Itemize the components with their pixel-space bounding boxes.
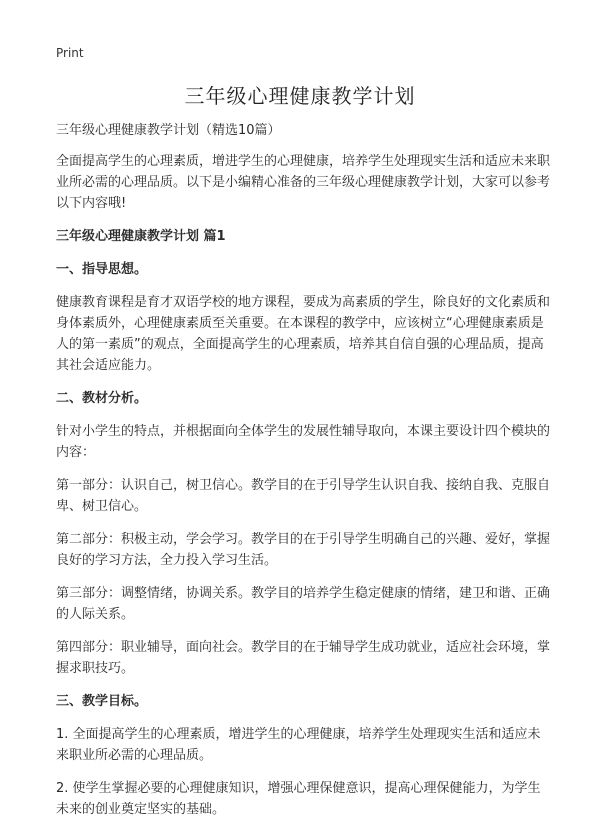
paragraph-goal-2: 2. 使学生掌握必要的心理健康知识，增强心理保健意识，提高心理保健能力，为学生未来的创业奠定坚实的基础。 — [56, 781, 541, 817]
print-link[interactable]: Print — [56, 46, 84, 60]
paragraph-textbook-analysis: 针对小学生的特点，并根据面向全体学生的发展性辅导取向，本课主要设计四个模块的内容： — [56, 424, 551, 460]
heading-textbook-analysis: 二、教材分析。 — [56, 391, 148, 406]
paragraph-guiding-thought: 健康教育课程是育才双语学校的地方课程，要成为高素质的学生，除良好的文化素质和身体素质外，心理健康素质至关重要。在本课程的教学中，应该树立“心理健康素质是人的第一素质”的观点，全面提高学生的心理素质，培养其自信自强的心理品质，提高其社会适应能力。 — [56, 295, 551, 373]
intro-paragraph: 全面提高学生的心理素质，增进学生的心理健康，培养学生处理现实生活和适应未来职业所必需的心理品质。以下是小编精心准备的三年级心理健康教学计划，大家可以参考以下内容哦! — [56, 154, 551, 211]
paragraph-part-3: 第三部分：调整情绪，协调关系。教学目的培养学生稳定健康的情绪，建卫和谐、正确的人际关系。 — [56, 586, 551, 622]
heading-guiding-thought: 一、指导思想。 — [56, 262, 148, 277]
document-body — [56, 120, 552, 832]
paragraph-part-2: 第二部分：积极主动，学会学习。教学目的在于引导学生明确自己的兴趣、爱好，掌握良好的学习方法，全力投入学习生活。 — [56, 532, 551, 568]
document-subtitle: 三年级心理健康教学计划（精选10篇） — [56, 123, 281, 138]
paragraph-part-1: 第一部分：认识自己，树卫信心。教学目的在于引导学生认识自我、接纳自我、克服自卑、树卫信心。 — [56, 478, 551, 514]
page-title: 三年级心理健康教学计划 — [184, 84, 416, 108]
paragraph-part-4: 第四部分：职业辅导，面向社会。教学目的在于辅导学生成功就业，适应社会环境，掌握求职技巧。 — [56, 640, 551, 676]
section-title: 三年级心理健康教学计划 篇1 — [56, 229, 226, 244]
paragraph-goal-1: 1. 全面提高学生的心理素质，增进学生的心理健康，培养学生处理现实生活和适应未来职业所必需的心理品质。 — [56, 727, 541, 763]
heading-teaching-goals: 三、教学目标。 — [56, 694, 148, 709]
